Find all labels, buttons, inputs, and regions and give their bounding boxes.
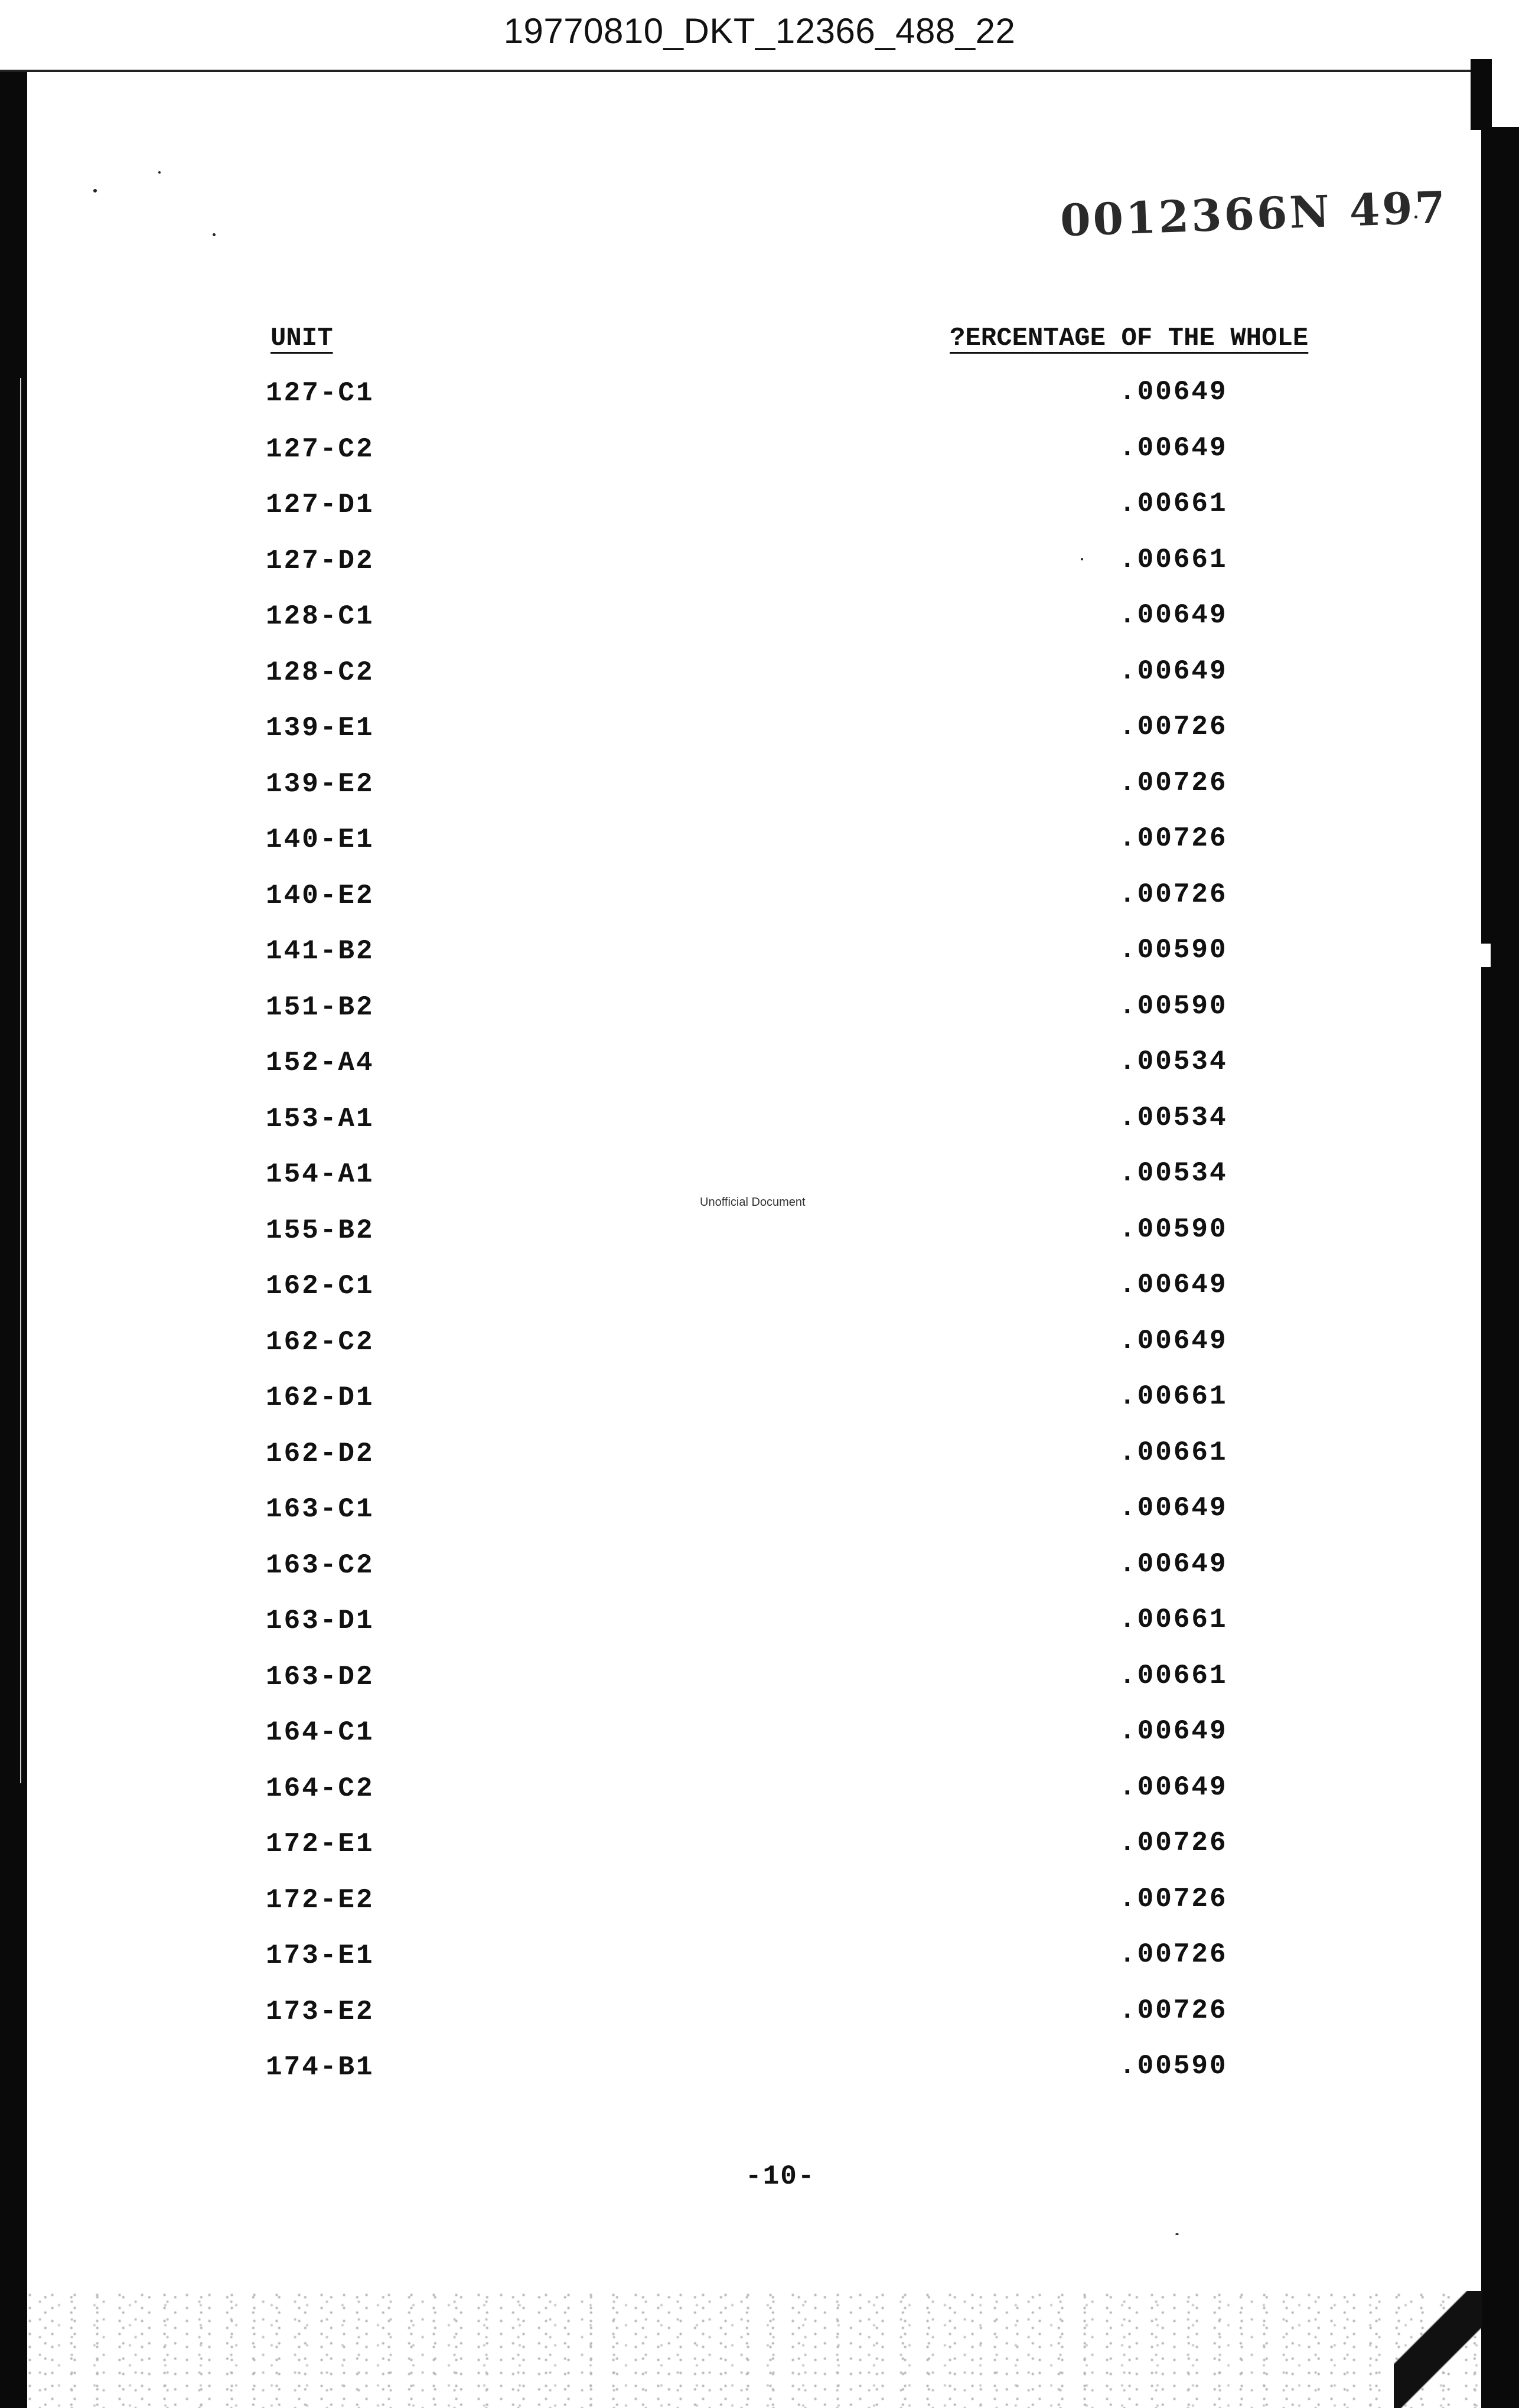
percentage-cell: .00534: [1119, 1102, 1228, 1133]
table-row: [0, 872, 1519, 928]
percentage-cell: .00590: [1119, 935, 1228, 965]
unit-cell: 172-E1: [266, 1829, 374, 1859]
table-row: [0, 537, 1519, 593]
unit-cell: 173-E2: [266, 1996, 374, 2027]
percentage-cell: .00649: [1119, 1771, 1228, 1803]
unit-cell: 127-D1: [266, 490, 374, 520]
scan-speck: [213, 233, 216, 236]
table-row: [0, 1095, 1519, 1151]
scan-top-border: [0, 70, 1488, 72]
unit-cell: 139-E1: [266, 713, 374, 743]
percentage-cell: .00649: [1119, 600, 1228, 631]
scan-speck: [1175, 2233, 1179, 2235]
percentage-cell: .00661: [1119, 1660, 1228, 1691]
unit-cell: 164-C2: [266, 1773, 374, 1804]
unit-cell: 174-B1: [266, 2052, 374, 2083]
table-row: [0, 1485, 1519, 1541]
percentage-cell: .00726: [1119, 1995, 1228, 2026]
scan-noise-band: [27, 2291, 1481, 2408]
percentage-cell: .00661: [1119, 544, 1228, 575]
percentage-cell: .00590: [1119, 2051, 1228, 2081]
table-row: [0, 1820, 1519, 1876]
unit-cell: 141-B2: [266, 936, 374, 967]
percentage-cell: .00534: [1119, 1046, 1228, 1077]
table-row: [0, 481, 1519, 537]
percentage-cell: .00726: [1119, 1939, 1228, 1970]
table-row: [0, 1764, 1519, 1820]
percentage-cell: .00661: [1119, 1381, 1228, 1412]
percentage-cell: .00649: [1119, 1270, 1228, 1300]
unit-cell: 162-C1: [266, 1271, 374, 1301]
unit-cell: 139-E2: [266, 768, 374, 800]
unit-cell: 172-E2: [266, 1884, 374, 1916]
docket-stamp: 0012366N 497: [1059, 182, 1449, 247]
table-row: [0, 1597, 1519, 1653]
table-row: [0, 648, 1519, 704]
unit-cell: 128-C1: [266, 601, 374, 632]
unit-cell: 163-D2: [266, 1661, 374, 1692]
percentage-cell: .00649: [1119, 1716, 1228, 1747]
percentage-column-header: ?ERCENTAGE OF THE WHOLE: [950, 324, 1309, 353]
table-row: [0, 760, 1519, 816]
unit-cell: 127-D2: [266, 545, 374, 576]
table-row: [0, 1988, 1519, 2044]
percentage-cell: .00649: [1119, 655, 1228, 687]
unit-cell: 162-D2: [266, 1438, 374, 1469]
unit-cell: 154-A1: [266, 1159, 374, 1190]
percentage-cell: .00726: [1119, 767, 1228, 798]
table-row: [0, 1430, 1519, 1486]
unit-cell: 164-C1: [266, 1717, 374, 1748]
page-number: -10-: [745, 2161, 816, 2192]
percentage-cell: .00726: [1119, 1883, 1228, 1914]
scan-corner-mark: [1394, 2291, 1482, 2408]
unit-cell: 152-A4: [266, 1048, 374, 1078]
unit-cell: 162-D1: [266, 1382, 374, 1413]
unit-cell: 155-B2: [266, 1215, 374, 1246]
percentage-cell: .00661: [1119, 488, 1228, 519]
unit-cell: 128-C2: [266, 657, 374, 688]
unit-cell: 127-C2: [266, 433, 374, 465]
table-row: [0, 1206, 1519, 1262]
table-row: [0, 1931, 1519, 1988]
unit-cell: 140-E2: [266, 880, 374, 911]
table-row: [0, 1318, 1519, 1374]
unit-cell: 163-C1: [266, 1494, 374, 1525]
unit-cell: 140-E1: [266, 824, 374, 855]
percentage-cell: .00649: [1119, 432, 1228, 464]
table-row: [0, 1262, 1519, 1318]
unit-cell: 153-A1: [266, 1103, 374, 1134]
table-row: [0, 1541, 1519, 1597]
document-id-header: 19770810_DKT_12366_488_22: [503, 11, 1016, 51]
scan-speck: [93, 189, 97, 192]
table-row: [0, 592, 1519, 648]
table-row: [0, 704, 1519, 760]
unit-column-header: UNIT: [270, 324, 333, 353]
unit-cell: 163-D1: [266, 1606, 374, 1636]
table-row: [0, 1039, 1519, 1095]
unit-cell: 173-E1: [266, 1940, 374, 1971]
table-row: [0, 1708, 1519, 1764]
unit-cell: 163-C2: [266, 1549, 374, 1581]
percentage-cell: .00534: [1119, 1158, 1228, 1189]
percentage-cell: .00726: [1119, 879, 1228, 910]
table-row: [0, 425, 1519, 481]
table-row: [0, 2043, 1519, 2099]
table-row: [0, 1876, 1519, 1932]
scan-right-edge-top: [1471, 59, 1492, 130]
unofficial-watermark: Unofficial Document: [700, 1196, 806, 1209]
percentage-cell: .00726: [1119, 823, 1228, 854]
percentage-cell: .00661: [1119, 1604, 1228, 1635]
table-row: [0, 369, 1519, 425]
unit-percentage-table: [0, 369, 1519, 2099]
percentage-cell: .00649: [1119, 377, 1228, 407]
percentage-cell: .00590: [1119, 990, 1228, 1022]
unit-cell: 151-B2: [266, 991, 374, 1023]
unit-cell: 162-C2: [266, 1326, 374, 1358]
table-row: [0, 815, 1519, 872]
percentage-cell: .00590: [1119, 1213, 1228, 1245]
unit-cell: 127-C1: [266, 378, 374, 409]
scan-speck: [158, 171, 161, 174]
percentage-cell: .00649: [1119, 1493, 1228, 1523]
table-row: [0, 1373, 1519, 1430]
percentage-cell: .00661: [1119, 1437, 1228, 1468]
percentage-cell: .00649: [1119, 1325, 1228, 1356]
table-row: [0, 927, 1519, 983]
table-row: [0, 1653, 1519, 1709]
percentage-cell: .00726: [1119, 712, 1228, 742]
percentage-cell: .00726: [1119, 1828, 1228, 1858]
percentage-cell: .00649: [1119, 1548, 1228, 1580]
table-row: [0, 983, 1519, 1039]
